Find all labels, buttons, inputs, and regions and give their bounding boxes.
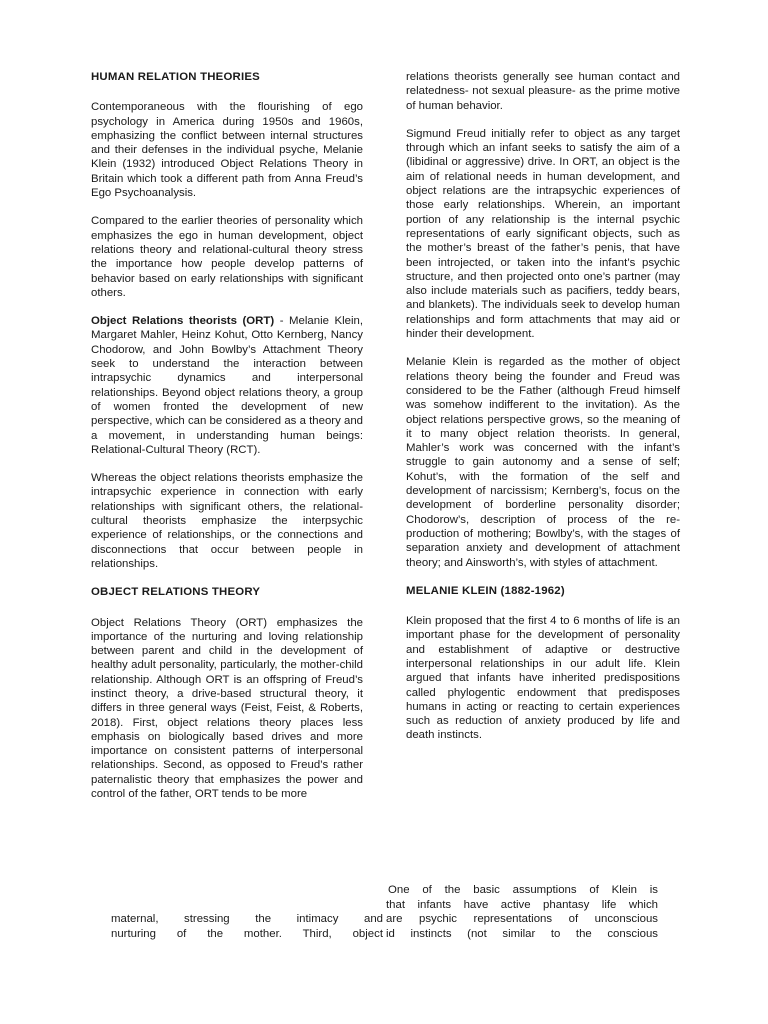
heading-human-relation-theories: HUMAN RELATION THEORIES bbox=[91, 71, 260, 83]
paragraph-whereas: Whereas the object relations theorists emphasize the intrapsychic experience in connection with early relationships with significant others, the relational-cultural theorists emphasize the interpsychic experience of relationships, or the connections and disconnections that occur between people in relationships. bbox=[91, 472, 363, 570]
paragraph-sigmund-freud: Sigmund Freud initially refer to object as any target through which an infant seeks to satisfy the aim of a (libidinal or aggressive) drive. In ORT, an object is the aim of relational needs in human development, and object relations are the intrapsychic experiences of those early relationships. Wherein, an important portion of any relationship is the internal psychic representations of early significant objects, such as the mother’s breast of the father’s penis, that have been introjected, or taken into the infant’s psychic structure, and then projected onto one’s partner (may also include materials such as pacifiers, teddy bears, and blankets). The individuals seek to develop human relationships and form attachments that may aid or hinder their development. bbox=[406, 127, 680, 341]
paragraph-ort-emphasizes: Object Relations Theory (ORT) emphasizes the importance of the nurturing and loving relationship between parent and child in the development of healthy adult personality, particularly, the mother-child relationship. Although ORT is an offspring of Freud’s instinct theory, a drive-based structural theory, it differs in three general ways (Feist, Feist, & Roberts, 2018). First, object relations theory places less emphasis on biologically based drives and more importance on consistent patterns of interpersonal relationships. Second, as opposed to Freud’s rather paternalistic theory that emphasizes the power and control of the father, ORT tends to be more bbox=[91, 616, 363, 801]
paragraph-ort-theorists bbox=[91, 314, 363, 457]
right-tail-line-1: One of the basic assumptions of Klein is bbox=[388, 884, 658, 896]
right-tail-line-4: id instincts (not similar to the conscious bbox=[386, 928, 658, 940]
right-tail-line-2: that infants have active phantasy life which bbox=[386, 899, 658, 911]
paragraph-melanie-klein-mother: Melanie Klein is regarded as the mother of object relations theory being the founder and Freud was considered to be the Father (although Freud himself was somehow indifferent to the invitation). As the object relations perspective grows, so the meaning of it to many object relation theorists. In general, Mahler’s work was concerned with the infant’s struggle to gain autonomy and a sense of self; Kohut’s, with the formation of the self and development of narcissism; Kernberg’s, focus on the development of borderline personality disorder; Chodorow’s, description of process of the re-production of mothering; Bowlby’s, with the stages of separation anxiety and development of attachment theory; and Ainsworth’s, with styles of attachment. bbox=[406, 356, 680, 569]
heading-object-relations-theory: OBJECT RELATIONS THEORY bbox=[91, 586, 261, 599]
right-column bbox=[406, 70, 680, 743]
left-tail-line-1: maternal, stressing the intimacy and bbox=[111, 913, 383, 925]
left-column bbox=[91, 70, 363, 801]
paragraph-compared-theories: Compared to the earlier theories of personality which emphasizes the ego in human development, object relations theory and relational-cultural theory stress the importance how people develop patterns of behavior based on early relationships with significant others. bbox=[91, 215, 363, 299]
paragraph-klein-proposed: Klein proposed that the first 4 to 6 months of life is an important phase for the development of personality and establishment of adaptive or destructive interpersonal relationships in our adult life. Klein argued that infants have inherited predispositions called phylogentic endowment that predisposes humans in acting or reacting to certain experiences such as reduction of anxiety produced by life and death instincts. bbox=[406, 615, 680, 742]
right-tail-line-3: are psychic representations of unconscious bbox=[386, 913, 658, 925]
ort-theorists-text: - Melanie Klein, Margaret Mahler, Heinz Kohut, Otto Kernberg, Nancy Chodorow, and John Bowlby’s Attachment Theory seek to understand the interaction between intrapsychic dynamics and interpersonal relationships. Beyond object relations theory, a group of women fronted the development of new perspective, which can be considered as a theory and a movement, in understanding human beings: Relational-Cultural Theory (RCT). bbox=[91, 315, 363, 456]
ort-theorists-lead: Object Relations theorists (ORT) bbox=[91, 315, 275, 328]
left-tail-line-2: nurturing of the mother. Third, object bbox=[111, 928, 383, 940]
paragraph-ego-psychology: Contemporaneous with the flourishing of ego psychology in America during 1950s and 1960s, emphasizing the conflict between internal structures and their defenses in the individual psyche, Melanie Klein (1932) introduced Object Relations Theory in Britain which took a different path from Anna Freud’s Ego Psychoanalysis. bbox=[91, 101, 363, 200]
heading-melanie-klein: MELANIE KLEIN (1882-1962) bbox=[406, 584, 565, 597]
paragraph-relations-theorists: relations theorists generally see human contact and relatedness- not sexual pleasure- as the prime motive of human behavior. bbox=[406, 71, 680, 112]
